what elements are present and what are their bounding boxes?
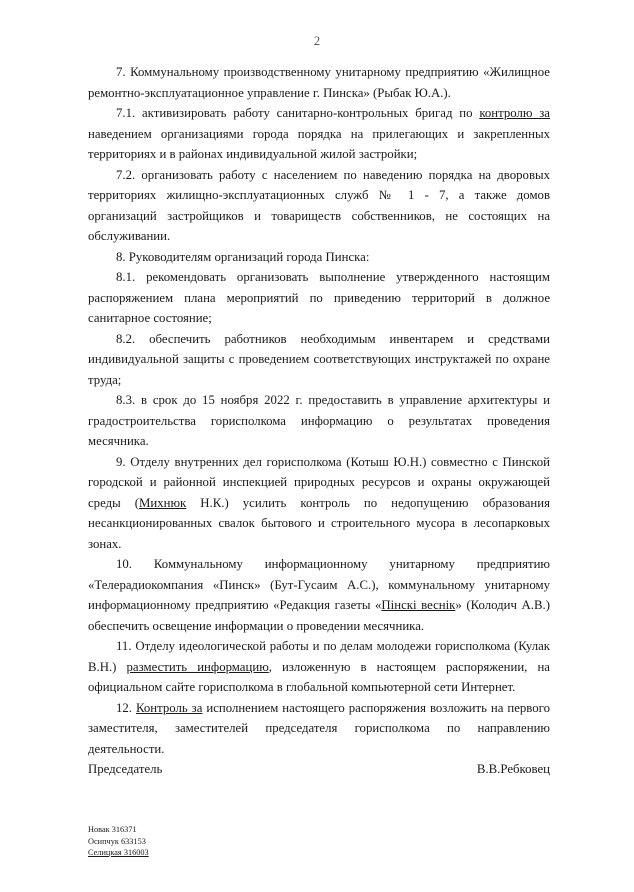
paragraph-7-text: 7. Коммунальному производственному унитарному предприятию «Жилищное ремонтно-эксплуатационное управление г. Пинска» (Рыбак Ю.А.). — [88, 65, 550, 100]
paragraph-8-2 — [88, 329, 550, 391]
paragraph-7-1-underlined: контролю за — [479, 106, 550, 120]
paragraph-9-text-after: Н.К.) усилить контроль по недопущению образования несанкционированных свалок бытового и строительного мусора в лесопарковых зонах. — [88, 495, 550, 551]
paragraph-8-3 — [88, 390, 550, 452]
paragraph-8-3-text: 8.3. в срок до 15 ноября 2022 г. предоставить в управление архитектуры и градостроительства горисполкома информацию о результатах проведения месячника. — [88, 393, 550, 448]
paragraph-12-text-after: исполнением настоящего распоряжения возложить на первого заместителя, заместителей председателя горисполкома по направлению деятельности. — [88, 700, 550, 756]
paragraph-8 — [88, 247, 550, 268]
paragraph-11-text-before: 11. Отделу идеологической работы и по делам молодежи горисполкома (Кулак В.Н.) — [88, 639, 550, 674]
paragraph-7-1-text-after: наведением организациями города порядка на прилегающих и закрепленных территориях и в районах индивидуальной жилой застройки; — [88, 126, 550, 161]
paragraph-8-text: 8. Руководителям организаций города Пинска: — [116, 249, 370, 264]
page-number: 2 — [313, 34, 321, 48]
paragraph-11-underlined: разместить информацию — [126, 659, 269, 674]
signature-title: Председатель — [88, 762, 163, 776]
paragraph-11 — [88, 636, 550, 698]
paragraph-12-underlined: Контроль за — [135, 700, 203, 715]
signature-name: В.В.Ребковец — [476, 762, 550, 776]
paragraph-7-1 — [88, 103, 550, 165]
paragraph-8-1 — [88, 267, 550, 329]
paragraph-7-2-text: 7.2. организовать работу с населением по наведению порядка на дворовых территориях жилищно-эксплуатационных служб № 1 - 7, а также домов организаций застройщиков и товариществ собственников, не состоящих на обслуживании. — [88, 167, 550, 243]
document-body — [88, 62, 550, 759]
paragraph-9-underlined: Михнюк — [139, 495, 187, 510]
footer-line-2: Осипчук 633153 — [88, 836, 146, 846]
signature-row — [88, 762, 550, 777]
paragraph-9 — [88, 452, 550, 555]
paragraph-7-1-text-before: 7.1. активизировать работу санитарно-контрольных бригад по — [116, 106, 480, 120]
paragraph-7 — [88, 62, 550, 103]
paragraph-10-underlined: Пінскі веснік — [381, 598, 456, 612]
paragraph-10 — [88, 554, 550, 636]
paragraph-9-text-before: 9. Отделу внутренних дел горисполкома (Котыш Ю.Н.) совместно с Пинской городской и районной инспекцией природных ресурсов и охраны окружающей среды ( — [88, 454, 550, 510]
footer-line-1: Новак 316371 — [88, 825, 137, 834]
paragraph-8-2-text: 8.2. обеспечить работников необходимым инвентарем и средствами индивидуальной защиты с проведением соответствующих инструктажей по охране труда; — [88, 331, 550, 387]
paragraph-11-text-after: , изложенную в настоящем распоряжении, на официальном сайте горисполкома в глобальной компьютерной сети Интернет. — [88, 659, 550, 694]
paragraph-12 — [88, 698, 550, 760]
footer-line-3: Селицкая 316003 — [88, 848, 149, 857]
paragraph-8-1-text: 8.1. рекомендовать организовать выполнение утвержденного настоящим распоряжением плана мероприятий по приведению территорий в должное санитарное состояние; — [88, 270, 550, 325]
paragraph-10-text-before: 10. Коммунальному информационному унитарному предприятию «Телерадиокомпания «Пинск» (Бут-Гусаим А.С.), коммунальному унитарному информационному предприятию «Редакция газеты « — [88, 557, 550, 612]
paragraph-10-text-after: » (Колодич А.В.) обеспечить освещение информации о проведении месячника. — [88, 598, 550, 633]
paragraph-7-2 — [88, 165, 550, 247]
paragraph-12-text-before: 12. — [116, 700, 136, 715]
footer-executors — [88, 824, 149, 859]
